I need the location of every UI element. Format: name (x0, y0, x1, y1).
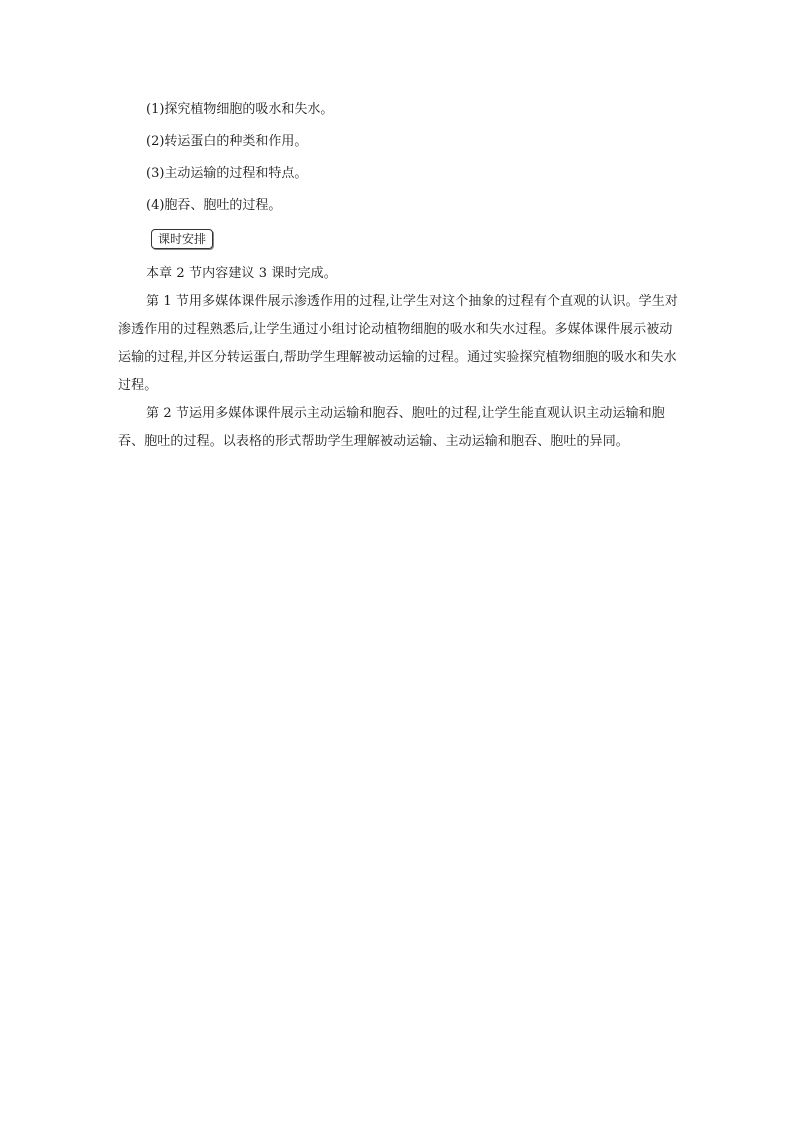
list-item: (4)胞吞、胞吐的过程。 (146, 198, 282, 213)
paragraph: 第 1 节用多媒体课件展示渗透作用的过程,让学生对这个抽象的过程有个直观的认识。学生对渗透作用的过程熟悉后,让学生通过小组讨论动植物细胞的吸水和失水过程。多媒体课件展示被动运输的过程,并区分转运蛋白,帮助学生理解被动运输的过程。通过实验探究植物细胞的吸水和失水过程。 (118, 294, 678, 393)
list-item: (3)主动运输的过程和特点。 (146, 166, 308, 181)
list-item: (1)探究植物细胞的吸水和失水。 (146, 102, 334, 117)
paragraph: 本章 2 节内容建议 3 课时完成。 (146, 266, 337, 281)
paragraph: 第 2 节运用多媒体课件展示主动运输和胞吞、胞吐的过程,让学生能直观认识主动运输和胞吞、胞吐的过程。以表格的形式帮助学生理解被动运输、主动运输和胞吞、胞吐的异同。 (118, 406, 665, 449)
list-item: (2)转运蛋白的种类和作用。 (146, 134, 308, 149)
section-heading-row (118, 228, 678, 252)
section-heading: 课时安排 (151, 229, 213, 249)
document-body (118, 100, 678, 456)
